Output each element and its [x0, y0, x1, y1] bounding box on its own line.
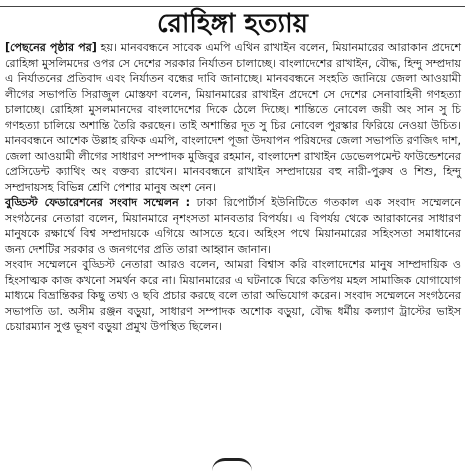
paragraph-2	[5, 195, 461, 257]
paragraph-1	[5, 40, 461, 195]
clipping-top-edge	[0, 0, 465, 7]
paragraph-3	[5, 257, 461, 335]
section-subhead: বুড্ডিস্ট ফেডারেশনের সংবাদ সম্মেলন :	[5, 196, 191, 209]
paragraph-1-text: হয়। মানববন্ধনে সাবেক এমপি এথিন রাখাইন বলেন, মিয়ানমারের আরাকান প্রদেশে রোহিঙ্গা মুসলিমদের ওপর সে দেশের সরকার নির্যাতন চালাচ্ছে। বাংলাদেশের রাখাইন, বৌদ্ধ, হিন্দু সম্প্রদায় এ নির্যাতনের প্রতিবাদ এবং নির্যাতন বন্ধের দাবি জানাচ্ছে। মানববন্ধনে সংহতি জানিয়ে জেলা আওয়ামী লীগের সভাপতি সিরাজুল মোস্তফা বলেন, মিয়ানমারের রাখাইন প্রদেশে সে দেশের সেনাবাহিনী গণহত্যা চালাচ্ছে। রোহিঙ্গা মুসলমানদের বাংলাদেশের দিকে ঠেলে দিচ্ছে। শান্তিতে নোবেল জয়ী অং সান সু চি গণহত্যা চালিয়ে অশান্তি তৈরি করছেন। তাই অশান্তির দূত সু চির নোবেল পুরস্কার ফিরিয়ে নেওয়া উচিত। মানববন্ধনে আশেক উল্লাহ রফিক এমপি, বাংলাদেশ পূজা উদযাপন পরিষদের জেলা সভাপতি রণজিৎ দাশ, জেলা আওয়ামী লীগের সাধারণ সম্পাদক মুজিবুর রহমান, বাংলাদেশ রাখাইন ডেভেলপমেন্ট ফাউন্ডেশনের প্রেসিডেন্ট ক্যাথিং অং বক্তব্য রাখেন। মানববন্ধনে রাখাইন সম্প্রদায়ের বহু নারী-পুরুষ ও শিশু, হিন্দু সম্প্রদায়সহ বিভিন্ন শ্রেণি পেশার মানুষ অংশ নেন।	[5, 41, 461, 194]
continued-from-marker: [পেছনের পৃষ্ঠার পর]	[5, 41, 97, 54]
clipping-bottom-edge	[0, 456, 465, 471]
article-body	[5, 40, 461, 335]
cropped-glyph-fragment	[212, 458, 252, 471]
cropped-text-fragment	[86, 0, 386, 4]
paragraph-2-text: ঢাকা রিপোর্টার্স ইউনিটিতে গতকাল এক সংবাদ সম্মেলনে সংগঠনের নেতারা বলেন, মিয়ানমারে নৃশংসতা মানবতার বিপর্যয়। এ বিপর্যয় থেকে আরাকানের সাধারণ মানুষকে রক্ষার্থে বিশ্ব সম্প্রদায়কে এগিয়ে আসতে হবে। অহিংস পথে মিয়ানমারের সহিংসতা সমাধানের জন্য দেশটির সরকার ও জনগণের প্রতি তারা আহ্বান জানান।	[5, 196, 461, 256]
article-headline: রোহিঙ্গা হত্যায়	[157, 9, 308, 39]
paragraph-3-text: সংবাদ সম্মেলনে বুড্ডিস্ট নেতারা আরও বলেন, আমরা বিশ্বাস করি বাংলাদেশের মানুষ সাম্প্রদায়িক ও হিংসাত্মক কাজ কখনো সমর্থন করে না। মিয়ানমারের এ ঘটনাকে ঘিরে কতিপয় মহল সামাজিক যোগাযোগ মাধ্যমে বিভ্রান্তিকর কিছু তথ্য ও ছবি প্রচার করছে বলে তারা অভিযোগ করেন। সংবাদ সম্মেলনে সংগঠনের সভাপতি ডা. অসীম রঞ্জন বড়ুয়া, সাধারণ সম্পাদক অশোক বড়ুয়া, বৌদ্ধ ধর্মীয় কল্যাণ ট্রাস্টের ভাইস চেয়ারম্যান সুপ্ত ভূষণ বড়ুয়া প্রমুখ উপস্থিত ছিলেন।	[5, 258, 461, 333]
